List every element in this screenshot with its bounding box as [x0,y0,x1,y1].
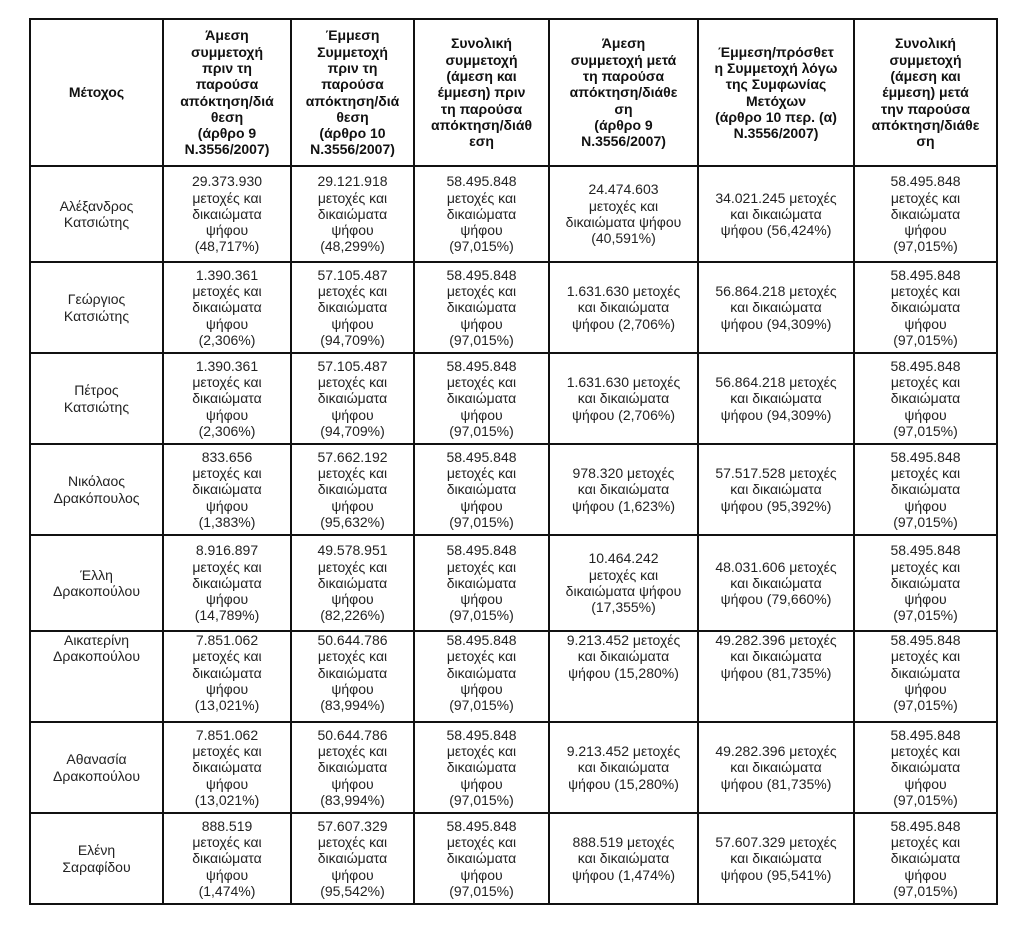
cell-total-after: 58.495.848 μετοχές και δικαιώματα ψήφου (97,015%) [854,262,997,353]
cell-direct-before: 8.916.897 μετοχές και δικαιώματα ψήφου (14,789%) [163,535,291,631]
table-row [30,444,997,535]
header-direct-after: Άμεση συμμετοχή μετά τη παρούσα απόκτηση/διάθε ση (άρθρο 9 Ν.3556/2007) [549,19,698,166]
cell-indirect-after: 48.031.606 μετοχές και δικαιώματα ψήφου (79,660%) [698,535,854,631]
table-row [30,353,997,444]
cell-shareholder: Νικόλαος Δρακόπουλος [30,444,163,535]
table-row [30,631,997,722]
cell-indirect-before: 57.105.487 μετοχές και δικαιώματα ψήφου (94,709%) [291,262,414,353]
cell-shareholder: Πέτρος Κατσιώτης [30,353,163,444]
cell-indirect-before: 57.607.329 μετοχές και δικαιώματα ψήφου (95,542%) [291,813,414,904]
header-total-after: Συνολική συμμετοχή (άμεση και έμμεση) μετά την παρούσα απόκτηση/διάθε ση [854,19,997,166]
cell-shareholder: Γεώργιος Κατσιώτης [30,262,163,353]
cell-direct-after: 978.320 μετοχές και δικαιώματα ψήφου (1,623%) [549,444,698,535]
cell-indirect-after: 34.021.245 μετοχές και δικαιώματα ψήφου (56,424%) [698,166,854,262]
header-total-before: Συνολική συμμετοχή (άμεση και έμμεση) πριν τη παρούσα απόκτηση/διάθ εση [414,19,549,166]
cell-total-before: 58.495.848 μετοχές και δικαιώματα ψήφου (97,015%) [414,262,549,353]
shareholding-table [29,18,998,905]
cell-direct-before: 1.390.361 μετοχές και δικαιώματα ψήφου (2,306%) [163,353,291,444]
cell-total-before: 58.495.848 μετοχές και δικαιώματα ψήφου (97,015%) [414,631,549,722]
cell-direct-after: 9.213.452 μετοχές και δικαιώματα ψήφου (15,280%) [549,722,698,813]
table-body [30,166,997,904]
cell-direct-after: 1.631.630 μετοχές και δικαιώματα ψήφου (2,706%) [549,262,698,353]
header-shareholder: Μέτοχος [30,19,163,166]
cell-direct-before: 7.851.062 μετοχές και δικαιώματα ψήφου (13,021%) [163,631,291,722]
cell-total-after: 58.495.848 μετοχές και δικαιώματα ψήφου (97,015%) [854,166,997,262]
cell-direct-before: 833.656 μετοχές και δικαιώματα ψήφου (1,383%) [163,444,291,535]
cell-indirect-before: 29.121.918 μετοχές και δικαιώματα ψήφου (48,299%) [291,166,414,262]
table-row [30,722,997,813]
cell-total-before: 58.495.848 μετοχές και δικαιώματα ψήφου (97,015%) [414,353,549,444]
table-header [30,19,997,166]
cell-indirect-after: 57.607.329 μετοχές και δικαιώματα ψήφου (95,541%) [698,813,854,904]
cell-total-after: 58.495.848 μετοχές και δικαιώματα ψήφου (97,015%) [854,813,997,904]
cell-shareholder: Αθανασία Δρακοπούλου [30,722,163,813]
cell-direct-after: 24.474.603 μετοχές και δικαιώματα ψήφου (40,591%) [549,166,698,262]
table-row [30,535,997,631]
cell-direct-before: 1.390.361 μετοχές και δικαιώματα ψήφου (2,306%) [163,262,291,353]
cell-total-after: 58.495.848 μετοχές και δικαιώματα ψήφου (97,015%) [854,353,997,444]
cell-shareholder: Αικατερίνη Δρακοπούλου [30,631,163,722]
cell-total-after: 58.495.848 μετοχές και δικαιώματα ψήφου (97,015%) [854,631,997,722]
cell-direct-after: 1.631.630 μετοχές και δικαιώματα ψήφου (2,706%) [549,353,698,444]
cell-direct-after: 888.519 μετοχές και δικαιώματα ψήφου (1,474%) [549,813,698,904]
cell-total-after: 58.495.848 μετοχές και δικαιώματα ψήφου (97,015%) [854,444,997,535]
cell-total-before: 58.495.848 μετοχές και δικαιώματα ψήφου (97,015%) [414,813,549,904]
cell-shareholder: Ελένη Σαραφίδου [30,813,163,904]
table-row [30,166,997,262]
cell-indirect-after: 56.864.218 μετοχές και δικαιώματα ψήφου (94,309%) [698,353,854,444]
cell-shareholder: Έλλη Δρακοπούλου [30,535,163,631]
cell-total-before: 58.495.848 μετοχές και δικαιώματα ψήφου (97,015%) [414,166,549,262]
cell-indirect-before: 50.644.786 μετοχές και δικαιώματα ψήφου (83,994%) [291,722,414,813]
header-row [30,19,997,166]
cell-direct-after: 10.464.242 μετοχές και δικαιώματα ψήφου (17,355%) [549,535,698,631]
cell-indirect-after: 57.517.528 μετοχές και δικαιώματα ψήφου (95,392%) [698,444,854,535]
cell-shareholder: Αλέξανδρος Κατσιώτης [30,166,163,262]
cell-indirect-after: 56.864.218 μετοχές και δικαιώματα ψήφου (94,309%) [698,262,854,353]
cell-indirect-before: 50.644.786 μετοχές και δικαιώματα ψήφου (83,994%) [291,631,414,722]
cell-total-after: 58.495.848 μετοχές και δικαιώματα ψήφου (97,015%) [854,535,997,631]
header-direct-before: Άμεση συμμετοχή πριν τη παρούσα απόκτηση/διά θεση (άρθρο 9 Ν.3556/2007) [163,19,291,166]
cell-total-before: 58.495.848 μετοχές και δικαιώματα ψήφου (97,015%) [414,722,549,813]
table-row [30,813,997,904]
cell-direct-before: 888.519 μετοχές και δικαιώματα ψήφου (1,474%) [163,813,291,904]
cell-direct-before: 7.851.062 μετοχές και δικαιώματα ψήφου (13,021%) [163,722,291,813]
cell-indirect-before: 57.105.487 μετοχές και δικαιώματα ψήφου (94,709%) [291,353,414,444]
cell-total-before: 58.495.848 μετοχές και δικαιώματα ψήφου (97,015%) [414,535,549,631]
cell-direct-before: 29.373.930 μετοχές και δικαιώματα ψήφου (48,717%) [163,166,291,262]
cell-indirect-after: 49.282.396 μετοχές και δικαιώματα ψήφου (81,735%) [698,722,854,813]
table-row [30,262,997,353]
cell-total-before: 58.495.848 μετοχές και δικαιώματα ψήφου (97,015%) [414,444,549,535]
header-indirect-after: Έμμεση/πρόσθετ η Συμμετοχή λόγω της Συμφωνίας Μετόχων (άρθρο 10 περ. (α) Ν.3556/2007) [698,19,854,166]
cell-direct-after: 9.213.452 μετοχές και δικαιώματα ψήφου (15,280%) [549,631,698,722]
cell-indirect-before: 49.578.951 μετοχές και δικαιώματα ψήφου (82,226%) [291,535,414,631]
cell-indirect-after: 49.282.396 μετοχές και δικαιώματα ψήφου (81,735%) [698,631,854,722]
header-indirect-before: Έμμεση Συμμετοχή πριν τη παρούσα απόκτηση/διά θεση (άρθρο 10 Ν.3556/2007) [291,19,414,166]
cell-indirect-before: 57.662.192 μετοχές και δικαιώματα ψήφου (95,632%) [291,444,414,535]
cell-total-after: 58.495.848 μετοχές και δικαιώματα ψήφου (97,015%) [854,722,997,813]
